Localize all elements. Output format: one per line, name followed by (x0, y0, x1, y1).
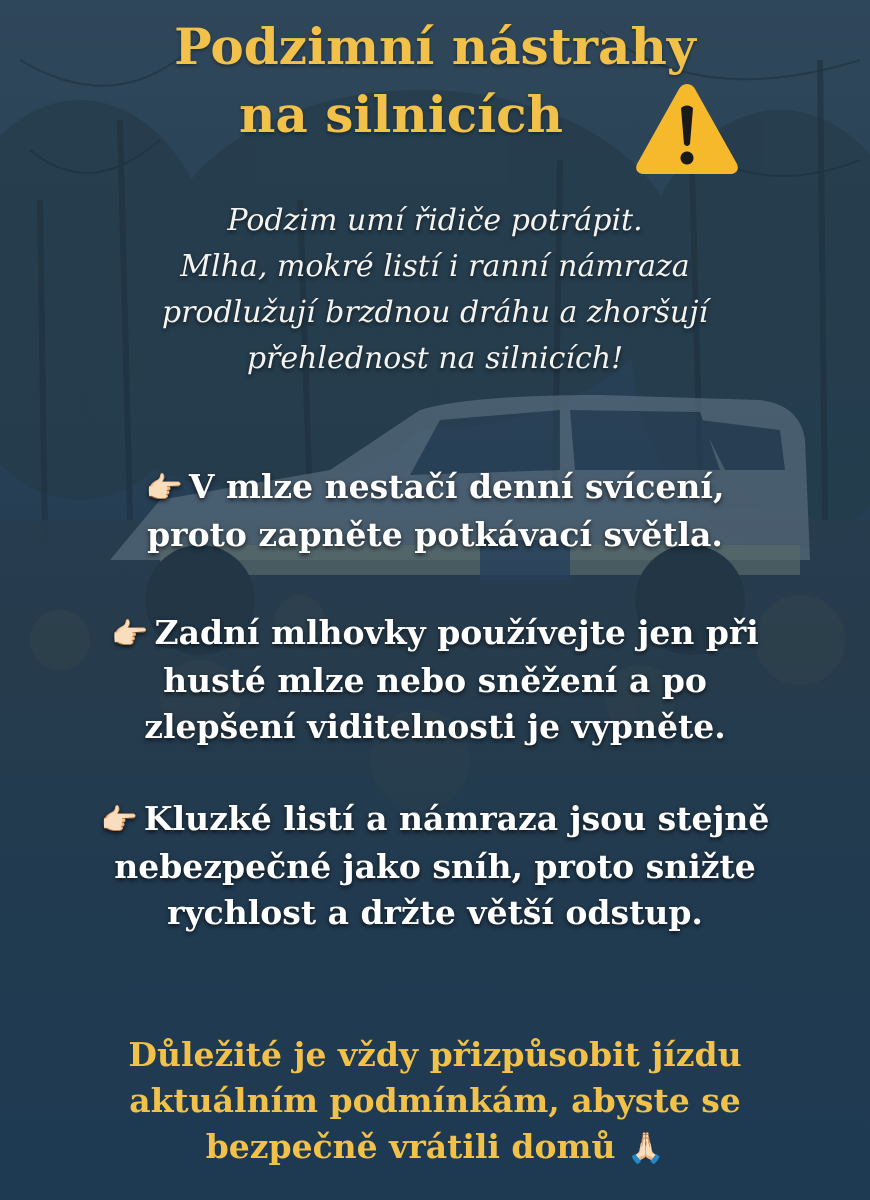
tip-rear-fog-lamps (30, 610, 840, 750)
intro-line: prodlužují brzdnou dráhu a zhoršují (161, 295, 709, 330)
title-line-1: Podzimní nástrahy (174, 17, 696, 76)
intro-line: přehlednost na silnicích! (246, 341, 624, 376)
closing-line: Důležité je vždy přizpůsobit jízdu (128, 1035, 742, 1074)
tip-slippery-leaves (30, 796, 840, 936)
pointing-hand-icon: 👉🏻 (145, 471, 183, 506)
pointing-hand-icon: 👉🏻 (100, 803, 138, 838)
pointing-hand-icon: 👉🏻 (111, 617, 149, 652)
tip-fog-lights (30, 464, 840, 558)
tip-line: rychlost a držte větší odstup. (167, 893, 703, 932)
closing-line: aktuálním podmínkám, abyste se (129, 1081, 741, 1120)
tip-line (30, 796, 840, 844)
tip-line: zlepšení viditelnosti je vypněte. (144, 707, 726, 746)
tip-line (30, 464, 840, 512)
tip-text: Kluzké listí a námraza jsou stejně (143, 799, 770, 838)
closing-message (40, 1032, 830, 1172)
warning-icon (632, 78, 742, 178)
tip-line: nebezpečné jako sníh, proto snižte (114, 847, 756, 886)
title-line-2-text: na silnicích (239, 85, 563, 144)
tip-text: V mlze nestačí denní svícení, (188, 467, 725, 506)
closing-line (40, 1124, 830, 1172)
intro-text (40, 198, 830, 382)
praying-hands-icon: 🙏🏻 (626, 1131, 665, 1166)
tip-line: proto zapněte potkávací světla. (147, 515, 723, 554)
tip-line (30, 610, 840, 658)
intro-line: Mlha, mokré listí i ranní námraza (180, 249, 690, 284)
tip-text: Zadní mlhovky používejte jen při (154, 613, 759, 652)
closing-text: bezpečně vrátili domů (205, 1127, 616, 1166)
tip-line: husté mlze nebo sněžení a po (163, 661, 707, 700)
intro-line: Podzim umí řidiče potrápit. (227, 203, 643, 238)
